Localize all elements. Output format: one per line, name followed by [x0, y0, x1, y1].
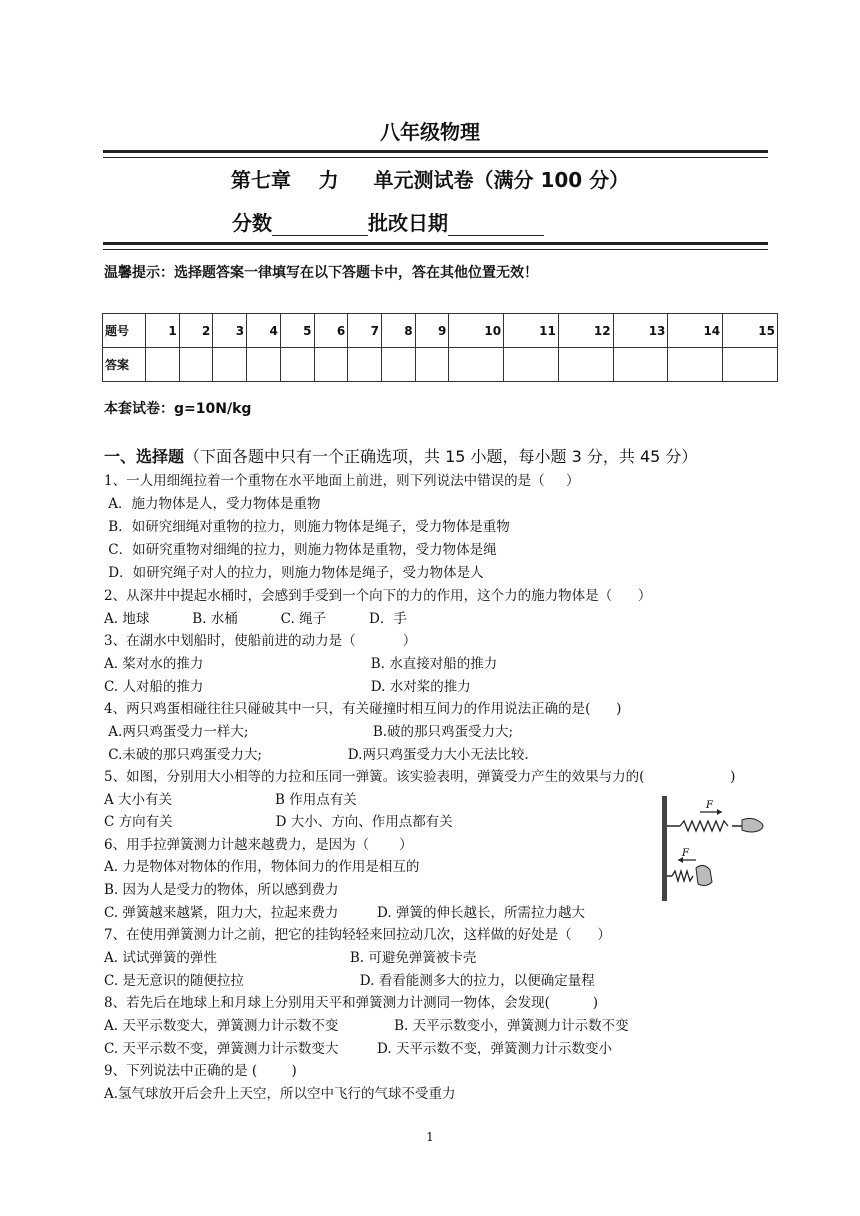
section-heading-rest: （下面各题中只有一个正确选项，共 15 小题，每小题 3 分，共 45 分）: [184, 447, 698, 466]
question-number-cell: 4: [247, 314, 281, 348]
force-label-top: F: [706, 800, 713, 811]
section-heading: [104, 444, 697, 467]
answer-cell[interactable]: [668, 348, 723, 382]
question-line: A.两只鸡蛋受力一样大; B.破的那只鸡蛋受力大;: [104, 724, 514, 740]
score-blank: [272, 215, 368, 236]
question-line: 7、在使用弹簧测力计之前，把它的挂钩轻轻来回拉动几次，这样做的好处是（ ）: [104, 927, 611, 943]
unit-title: 第七章 力 单元测试卷（满分 100 分）: [230, 168, 630, 192]
answer-cell[interactable]: [179, 348, 213, 382]
answer-card-answer-row: [103, 348, 778, 382]
answer-cell[interactable]: [146, 348, 180, 382]
row-label-answer: 答案: [103, 348, 146, 382]
answer-cell[interactable]: [381, 348, 415, 382]
question-line: C. 人对船的推力 D. 水对桨的推力: [104, 679, 471, 695]
question-line: C.未破的那只鸡蛋受力大; D.两只鸡蛋受力大小无法比较.: [104, 747, 529, 763]
question-line: 3、在湖水中划船时，使船前进的动力是（ ）: [104, 633, 417, 649]
question-line: 4、两只鸡蛋相碰往往只碰破其中一只，有关碰撞时相互间力的作用说法正确的是( ): [104, 701, 622, 717]
answer-cell[interactable]: [723, 348, 778, 382]
question-line: D．如研究绳子对人的拉力，则施力物体是绳子，受力物体是人: [104, 565, 484, 581]
question-line: C．如研究重物对细绳的拉力，则施力物体是重物，受力物体是绳: [104, 542, 497, 558]
question-number-cell: 8: [381, 314, 415, 348]
hand-pull-icon: [742, 818, 763, 832]
section-heading-bold: 一、选择题: [104, 447, 185, 466]
answer-cell[interactable]: [280, 348, 314, 382]
spring-figure: [660, 796, 770, 901]
g-constant-note: 本套试卷：g=10N/kg: [104, 401, 252, 417]
question-line: 6、用手拉弹簧测力计越来越费力，是因为（ ）: [104, 837, 413, 853]
question-line: 8、若先后在地球上和月球上分别用天平和弹簧测力计测同一物体，会发现( ): [104, 995, 599, 1011]
tip-lead: 温馨提示：: [104, 265, 174, 281]
tip-text: 选择题答案一律填写在以下答题卡中，答在其他位置无效！: [174, 265, 538, 281]
answer-cell[interactable]: [558, 348, 613, 382]
question-line: A.氢气球放开后会升上天空，所以空中飞行的气球不受重力: [104, 1086, 456, 1102]
question-line: A. 试试弹簧的弹性 B. 可避免弹簧被卡壳: [104, 950, 477, 966]
question-number-cell: 12: [558, 314, 613, 348]
force-label-bottom: F: [682, 848, 689, 859]
row-label-number: 题号: [103, 314, 146, 348]
question-line: A. 桨对水的推力 B. 水直接对船的推力: [104, 656, 498, 672]
answer-cell[interactable]: [613, 348, 668, 382]
question-number-cell: 9: [415, 314, 449, 348]
question-number-cell: 11: [504, 314, 559, 348]
question-line: 9、下列说法中正确的是 ( ): [104, 1063, 297, 1079]
question-number-cell: 3: [213, 314, 247, 348]
spring-bottom: [672, 871, 693, 881]
question-number-cell: 10: [449, 314, 504, 348]
hand-push-icon: [696, 865, 712, 885]
question-line: A. 地球 B. 水桶 C. 绳子 D．手: [104, 611, 407, 627]
page-number: 1: [426, 1130, 434, 1144]
title-divider-top: [103, 150, 768, 158]
answer-cell[interactable]: [504, 348, 559, 382]
question-number-cell: 15: [723, 314, 778, 348]
answer-card-table: [102, 313, 778, 382]
answer-cell[interactable]: [348, 348, 382, 382]
date-label: 批改日期: [368, 211, 448, 235]
question-line: C. 是无意识的随便拉拉 D. 看看能测多大的拉力，以便确定量程: [104, 973, 595, 989]
spring-top: [680, 821, 728, 831]
question-number-cell: 1: [146, 314, 180, 348]
question-number-cell: 13: [613, 314, 668, 348]
question-line: A 大小有关 B 作用点有关: [104, 792, 357, 808]
question-line: C 方向有关 D 大小、方向、作用点都有关: [104, 814, 453, 830]
question-line: A. 力是物体对物体的作用，物体间力的作用是相互的: [104, 859, 420, 875]
question-line: 1、一人用细绳拉着一个重物在水平地面上前进，则下列说法中错误的是（ ）: [104, 473, 580, 489]
warm-tip: [104, 262, 538, 282]
answer-cell[interactable]: [449, 348, 504, 382]
wall: [662, 796, 667, 901]
title-divider-bottom: [103, 242, 768, 250]
question-line: 2、从深井中提起水桶时，会感到手受到一个向下的力的作用，这个力的施力物体是（ ）: [104, 588, 652, 604]
question-line: C. 天平示数不变，弹簧测力计示数变大 D. 天平示数不变，弹簧测力计示数变小: [104, 1041, 612, 1057]
score-date-line: [232, 207, 544, 236]
question-number-cell: 14: [668, 314, 723, 348]
question-number-cell: 5: [280, 314, 314, 348]
question-number-cell: 6: [314, 314, 348, 348]
question-line: A．施力物体是人，受力物体是重物: [104, 496, 321, 512]
grade-title: 八年级物理: [380, 120, 480, 144]
question-line: 5、如图，分别用大小相等的力拉和压同一弹簧。该实验表明，弹簧受力产生的效果与力的( ): [104, 769, 736, 785]
question-line: A. 天平示数变大，弹簧测力计示数不变 B. 天平示数变小，弹簧测力计示数不变: [104, 1018, 629, 1034]
question-line: B. 因为人是受力的物体，所以感到费力: [104, 882, 339, 898]
answer-card-number-row: [103, 314, 778, 348]
date-blank: [448, 215, 544, 236]
score-label: 分数: [232, 211, 272, 235]
question-number-cell: 7: [348, 314, 382, 348]
question-line: C. 弹簧越来越紧，阻力大，拉起来费力 D. 弹簧的伸长越长，所需拉力越大: [104, 905, 585, 921]
answer-cell[interactable]: [247, 348, 281, 382]
answer-cell[interactable]: [415, 348, 449, 382]
answer-cell[interactable]: [314, 348, 348, 382]
answer-cell[interactable]: [213, 348, 247, 382]
question-line: B．如研究细绳对重物的拉力，则施力物体是绳子，受力物体是重物: [104, 519, 510, 535]
question-number-cell: 2: [179, 314, 213, 348]
